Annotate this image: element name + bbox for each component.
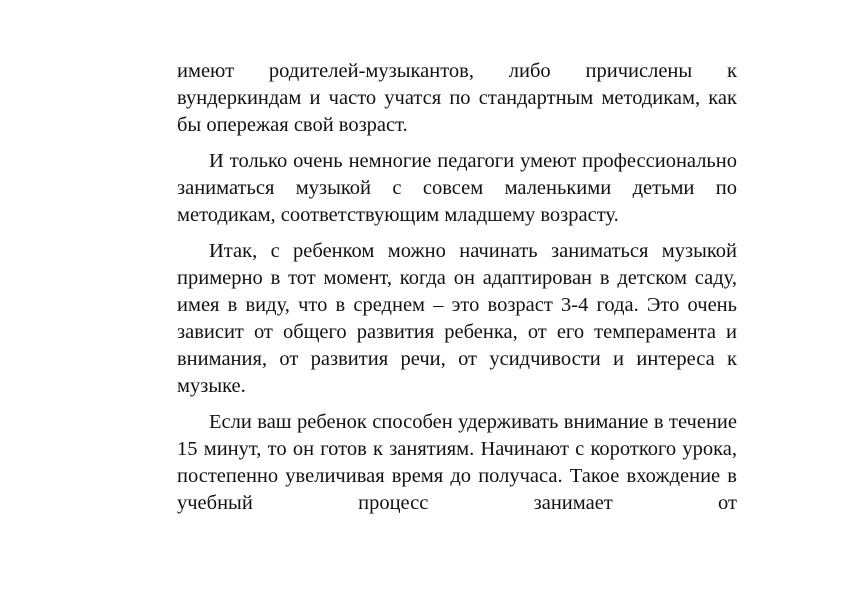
paragraph-1: имеют родителей-музыкантов, либо причислены к вундеркиндам и часто учатся по стандартным методикам, как бы опережая свой возраст. [177,60,737,136]
body-text [177,58,737,526]
paragraph-4: Если ваш ребенок способен удерживать внимание в течение 15 минут, то он готов к занятиям. Начинают с короткого урока, постепенно увеличивая время до получаса. Такое вхождение в учебный процесс занимает от [177,411,737,514]
paragraph-3: Итак, с ребенком можно начинать заниматься музыкой примерно в тот момент, когда он адаптирован в детском саду, имея в виду, что в среднем – это возраст 3-4 года. Это очень зависит от общего развития ребенка, от его темперамента и внимания, от развития речи, от усидчивости и интереса к музыке. [177,240,737,397]
paragraph-2: И только очень немногие педагоги умеют профессионально заниматься музыкой с совсем маленькими детьми по методикам, соответствующим младшему возрасту. [177,150,737,226]
